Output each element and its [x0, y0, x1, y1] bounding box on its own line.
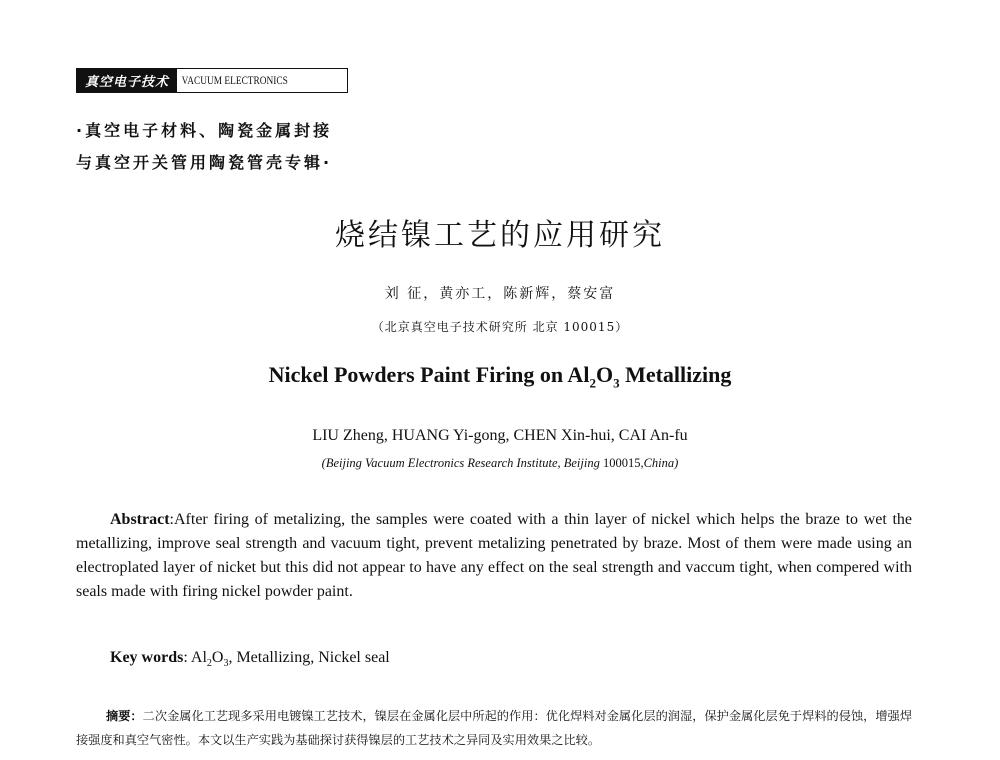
affiliation-en — [0, 456, 1000, 471]
authors-cn: 刘 征，黄亦工，陈新辉，蔡安富 — [384, 286, 616, 302]
keywords-rest: , Metallizing, Nickel seal — [228, 649, 390, 666]
affiliation-en-tail: ,China) — [640, 456, 679, 470]
abstract-label: Abstract — [110, 511, 170, 528]
keywords-sep: : — [183, 649, 191, 666]
authors-en: LIU Zheng, HUANG Yi-gong, CHEN Xin-hui, CAI An-fu — [312, 427, 688, 444]
keywords — [110, 649, 390, 669]
title-en-suffix: Metallizing — [619, 362, 732, 387]
journal-name-en: VACUUM ELECTRONICS — [177, 69, 310, 92]
abstract-cn-text: 二次金属化工艺现多采用电镀镍工艺技术，镍层在金属化层中所起的作用：优化焊料对金属化层的润湿，保护金属化层免于焊料的侵蚀，增强焊接强度和真空气密性。本文以生产实践为基础探讨获得镍层的工艺技术之异同及实用效果之比较。 — [76, 709, 912, 747]
title-cn: 烧结镍工艺的应用研究 — [335, 218, 665, 253]
title-en-prefix: Nickel Powders Paint Firing on Al — [268, 362, 590, 387]
keywords-label: Key words — [110, 649, 184, 666]
abstract-text: After firing of metalizing, the samples were coated with a thin layer of nickel which helps the braze to wet the metallizing, improve seal strength and vacuum tight, prevent metalizing penetrated by braze. Most of them were made using an electroplated layer of nicket but this did not appear to have any effect on the seal strength and vaccum tight, when compered with seals made with firing nickel powder paint. — [76, 511, 912, 600]
special-issue-line-1: ·真空电子材料、陶瓷金属封接 — [76, 121, 333, 140]
title-en-sub-2: 3 — [613, 375, 620, 391]
abstract-cn-label: 摘要： — [106, 709, 143, 723]
abstract-sep: : — [169, 511, 174, 528]
keyword-sub-2: 3 — [223, 658, 229, 670]
keyword-o: O — [211, 649, 224, 666]
journal-banner — [76, 68, 348, 93]
keyword-al: Al — [190, 649, 207, 666]
affiliation-en-main: (Beijing Vacuum Electronics Research Institute, Beijing — [321, 456, 603, 470]
title-en-sub-1: 2 — [589, 375, 596, 391]
abstract-en — [76, 508, 912, 604]
title-en-mid: O — [595, 362, 614, 387]
title-en — [0, 362, 1000, 391]
special-issue-line-2: 与真空开关管用陶瓷管壳专辑· — [76, 153, 333, 172]
abstract-cn — [76, 704, 912, 760]
affiliation-cn: （北京真空电子技术研究所 北京 100015） — [371, 320, 629, 334]
journal-name-cn: 真空电子技术 — [77, 69, 177, 92]
affiliation-en-postcode: 100015 — [602, 456, 641, 470]
keyword-sub-1: 2 — [206, 658, 212, 670]
